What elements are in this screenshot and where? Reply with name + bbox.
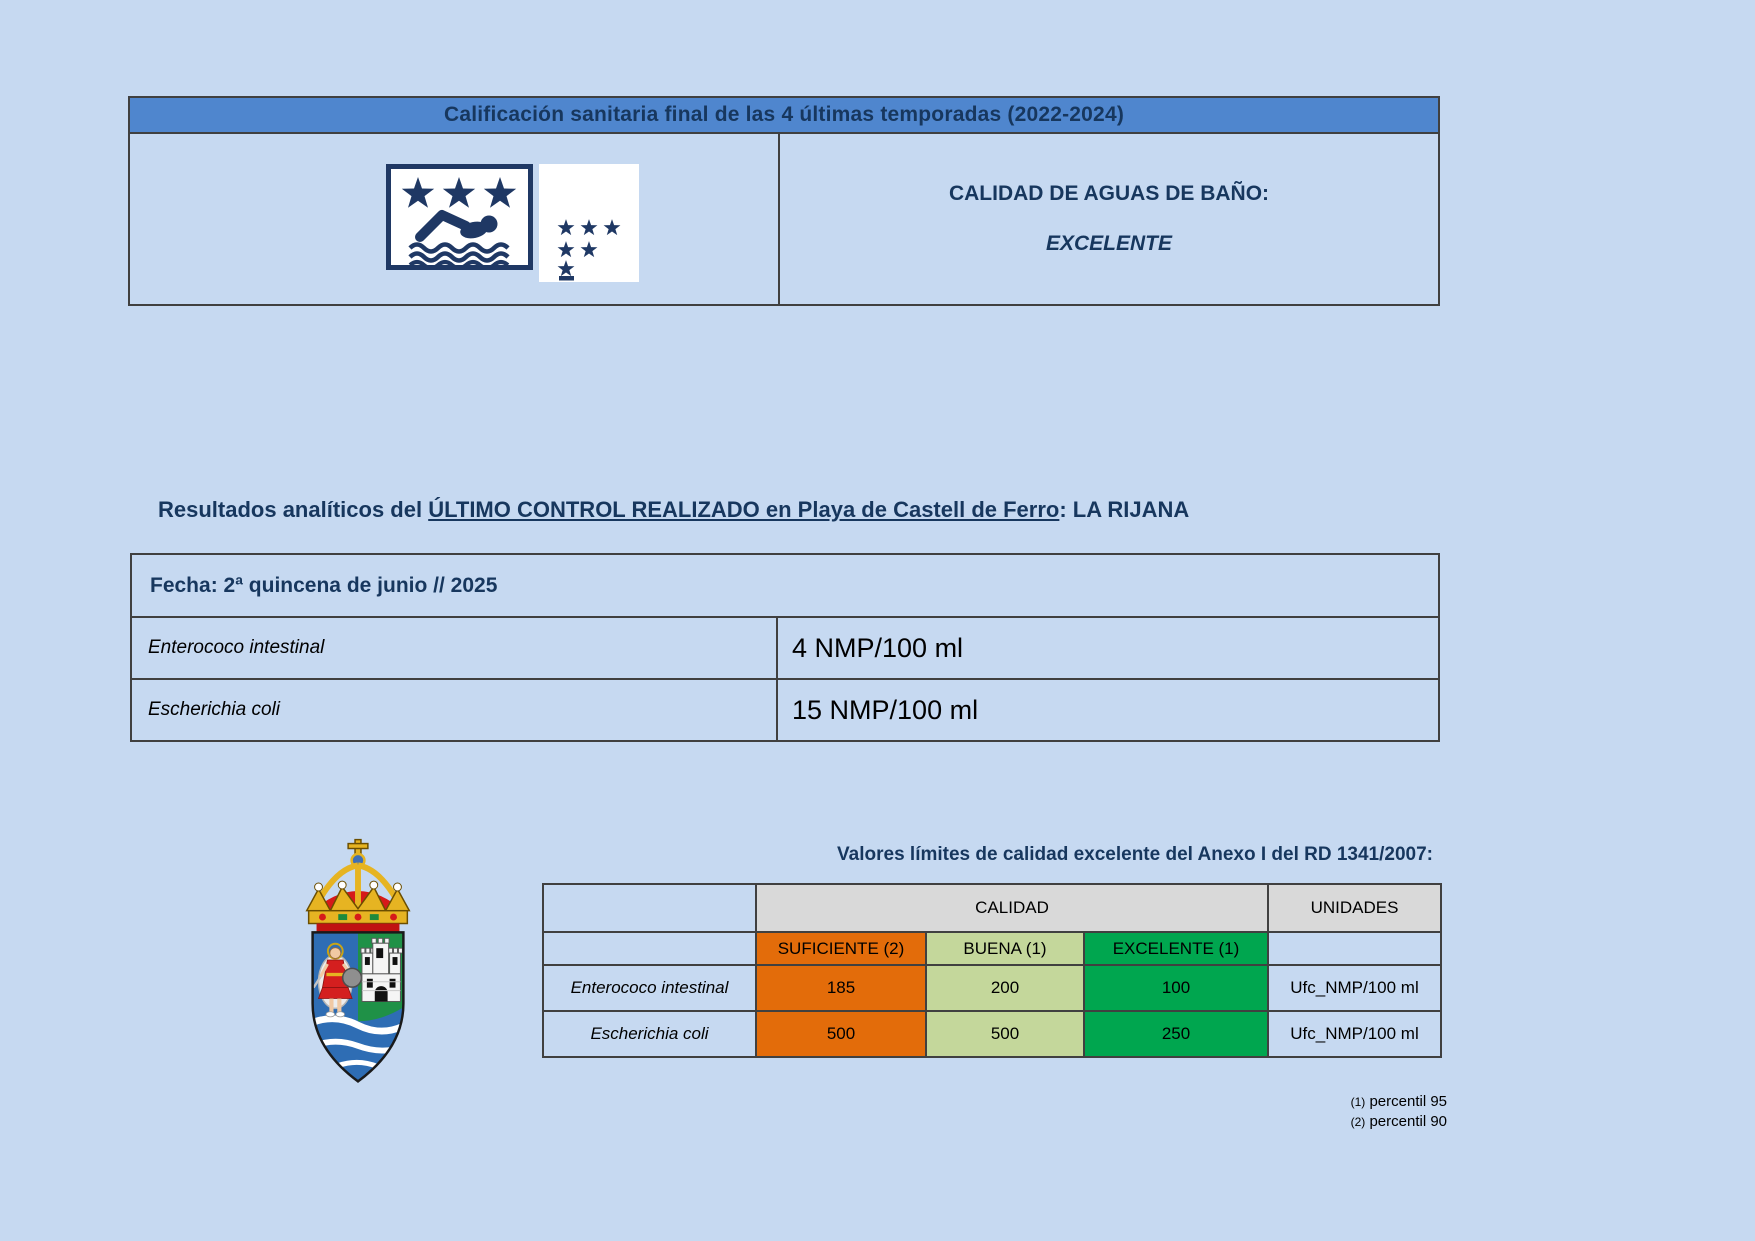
parameter-name: Escherichia coli <box>543 1011 756 1057</box>
swimmer-three-stars-icon <box>386 164 533 270</box>
blank-cell <box>543 884 756 932</box>
results-date-row <box>132 555 1438 616</box>
level-excelente: EXCELENTE (1) <box>1084 932 1268 965</box>
calidad-group-header: CALIDAD <box>756 884 1268 932</box>
footnote-ref: (2) <box>1350 1115 1366 1129</box>
parameter-value: 15 NMP/100 ml <box>792 694 979 725</box>
classification-icon-cell <box>130 134 780 304</box>
footnote-ref: (1) <box>1350 1095 1366 1109</box>
footnote-text: percentil 95 <box>1365 1093 1447 1110</box>
limit-suficiente: 500 <box>756 1011 926 1057</box>
shield <box>311 932 406 1086</box>
units-value: Ufc_NMP/100 ml <box>1268 965 1441 1011</box>
parameter-name: Escherichia coli <box>132 680 778 740</box>
parameter-name: Enterococo intestinal <box>543 965 756 1011</box>
coat-of-arms <box>283 836 433 1088</box>
empty-units-cell <box>1268 932 1441 965</box>
results-date-label: Fecha: 2ª quincena de junio // 2025 <box>150 573 498 597</box>
table-row <box>132 678 1438 740</box>
limit-excelente: 250 <box>1084 1011 1268 1057</box>
limit-buena: 200 <box>926 965 1084 1011</box>
classification-table-body <box>130 134 1438 304</box>
limits-header-row <box>543 884 1441 932</box>
results-table <box>130 553 1440 742</box>
quality-cell <box>780 134 1438 304</box>
castle-figure <box>361 938 402 1001</box>
quality-value: EXCELENTE <box>1045 232 1173 255</box>
rating-icons <box>386 164 639 282</box>
unidades-header: UNIDADES <box>1268 884 1441 932</box>
blank-cell <box>543 932 756 965</box>
limit-buena: 500 <box>926 1011 1084 1057</box>
units-value: Ufc_NMP/100 ml <box>1268 1011 1441 1057</box>
quality-label: CALIDAD DE AGUAS DE BAÑO: <box>948 182 1270 205</box>
results-heading-prefix: Resultados analíticos del <box>158 497 429 522</box>
limit-excelente: 100 <box>1084 965 1268 1011</box>
results-heading-suffix: : LA RIJANA <box>1059 497 1190 522</box>
table-row <box>543 1011 1441 1057</box>
classification-table <box>128 96 1440 306</box>
results-heading <box>158 497 1189 523</box>
limit-suficiente: 185 <box>756 965 926 1011</box>
star-rating-legend-icon <box>539 164 639 282</box>
table-row <box>132 616 1438 678</box>
footnote <box>1140 1092 1447 1112</box>
results-heading-underlined: ÚLTIMO CONTROL REALIZADO en Playa de Castell de Ferro <box>428 497 1060 522</box>
table-row <box>543 965 1441 1011</box>
limits-table <box>542 883 1442 1058</box>
footnote <box>1140 1112 1447 1132</box>
level-suficiente: SUFICIENTE (2) <box>756 932 926 965</box>
classification-table-title: Calificación sanitaria final de las 4 últimas temporadas (2022-2024) <box>130 98 1438 134</box>
parameter-value: 4 NMP/100 ml <box>792 632 964 663</box>
level-buena: BUENA (1) <box>926 932 1084 965</box>
footnotes <box>1140 1092 1447 1132</box>
limits-heading: Valores límites de calidad excelente del Anexo I del RD 1341/2007: <box>837 844 1433 865</box>
crown <box>307 840 410 933</box>
limits-level-row <box>543 932 1441 965</box>
parameter-name: Enterococo intestinal <box>132 618 778 678</box>
footnote-text: percentil 90 <box>1365 1113 1447 1130</box>
